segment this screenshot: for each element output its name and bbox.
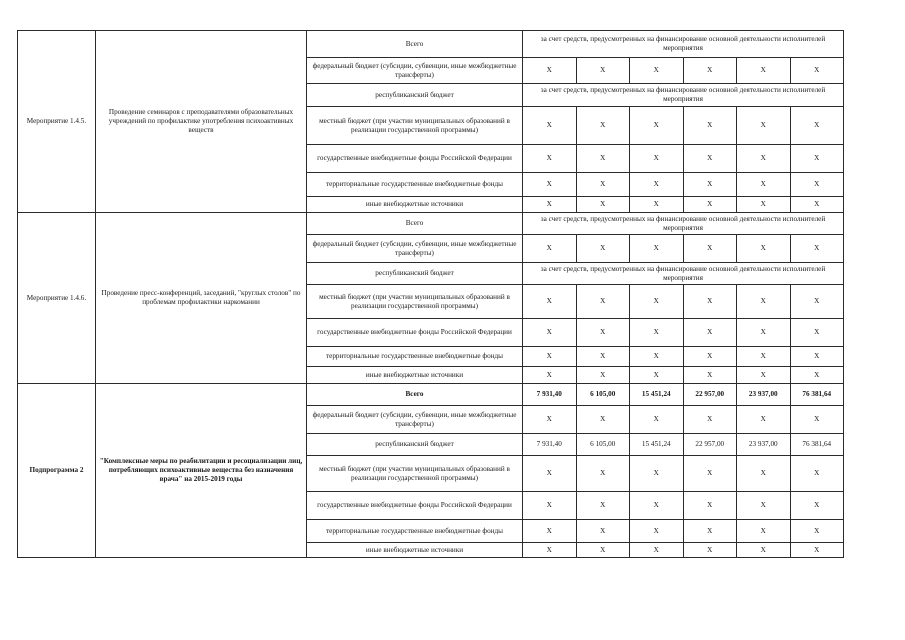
amount-cell: X	[790, 367, 844, 384]
amount-cell: X	[576, 107, 630, 145]
amount-cell: 76 381,64	[790, 434, 844, 456]
amount-cell: 23 937,00	[737, 384, 791, 406]
amount-cell: X	[576, 456, 630, 492]
amount-cell: X	[790, 235, 844, 263]
funding-source: иные внебюджетные источники	[307, 197, 523, 213]
funding-table-body	[18, 31, 844, 558]
funding-source: территориальные государственные внебюджетные фонды	[307, 520, 523, 543]
amount-cell: X	[630, 520, 684, 543]
funding-source: местный бюджет (при участии муниципальных образований в реализации государственной программы)	[307, 285, 523, 319]
amount-cell: 7 931,40	[523, 434, 577, 456]
amount-cell: X	[576, 367, 630, 384]
amount-cell: X	[523, 492, 577, 520]
amount-cell: X	[737, 107, 791, 145]
amount-cell: X	[737, 492, 791, 520]
amount-cell: X	[523, 319, 577, 347]
amount-cell: X	[576, 319, 630, 347]
funding-note: за счет средств, предусмотренных на финансирование основной деятельности исполнителей мероприятия	[523, 31, 844, 58]
table-row	[18, 31, 844, 58]
amount-cell: X	[737, 285, 791, 319]
amount-cell: X	[683, 197, 737, 213]
amount-cell: 6 105,00	[576, 434, 630, 456]
amount-cell: X	[683, 235, 737, 263]
amount-cell: X	[790, 145, 844, 173]
amount-cell: X	[790, 347, 844, 367]
amount-cell: X	[576, 173, 630, 197]
amount-cell: X	[683, 107, 737, 145]
amount-cell: X	[683, 145, 737, 173]
funding-source: Всего	[307, 384, 523, 406]
amount-cell: X	[790, 543, 844, 558]
amount-cell: X	[790, 285, 844, 319]
funding-source: республиканский бюджет	[307, 263, 523, 285]
amount-cell: X	[576, 145, 630, 173]
amount-cell: X	[576, 285, 630, 319]
funding-note: за счет средств, предусмотренных на финансирование основной деятельности исполнителей мероприятия	[523, 263, 844, 285]
amount-cell: X	[523, 367, 577, 384]
amount-cell: X	[737, 347, 791, 367]
funding-source: иные внебюджетные источники	[307, 367, 523, 384]
funding-source: государственные внебюджетные фонды Российской Федерации	[307, 492, 523, 520]
amount-cell: X	[737, 197, 791, 213]
amount-cell: 6 105,00	[576, 384, 630, 406]
activity-code: Подпрограмма 2	[18, 384, 96, 558]
funding-source: государственные внебюджетные фонды Российской Федерации	[307, 319, 523, 347]
funding-source: федеральный бюджет (субсидии, субвенции, иные межбюджетные трансферты)	[307, 58, 523, 84]
amount-cell: X	[630, 173, 684, 197]
amount-cell: X	[576, 197, 630, 213]
table-row	[18, 213, 844, 235]
amount-cell: X	[630, 58, 684, 84]
amount-cell: X	[790, 319, 844, 347]
amount-cell: X	[737, 543, 791, 558]
amount-cell: X	[683, 492, 737, 520]
amount-cell: X	[630, 456, 684, 492]
amount-cell: X	[683, 367, 737, 384]
table-row	[18, 384, 844, 406]
amount-cell: 15 451,24	[630, 384, 684, 406]
funding-source: республиканский бюджет	[307, 84, 523, 107]
amount-cell: X	[790, 173, 844, 197]
funding-source: республиканский бюджет	[307, 434, 523, 456]
amount-cell: X	[790, 107, 844, 145]
amount-cell: X	[737, 319, 791, 347]
funding-note: за счет средств, предусмотренных на финансирование основной деятельности исполнителей мероприятия	[523, 84, 844, 107]
amount-cell: X	[790, 492, 844, 520]
amount-cell: X	[523, 58, 577, 84]
amount-cell: X	[737, 456, 791, 492]
amount-cell: X	[683, 319, 737, 347]
amount-cell: X	[523, 520, 577, 543]
activity-title: Проведение пресс-конференций, заседаний, "круглых столов" по проблемам профилактики наркомании	[96, 213, 307, 384]
amount-cell: X	[630, 197, 684, 213]
amount-cell: X	[737, 520, 791, 543]
amount-cell: X	[630, 145, 684, 173]
amount-cell: 23 937,00	[737, 434, 791, 456]
amount-cell: 15 451,24	[630, 434, 684, 456]
amount-cell: X	[523, 543, 577, 558]
amount-cell: X	[630, 367, 684, 384]
amount-cell: X	[523, 197, 577, 213]
funding-source: местный бюджет (при участии муниципальных образований в реализации государственной программы)	[307, 456, 523, 492]
funding-table	[17, 30, 844, 558]
amount-cell: 76 381,64	[790, 384, 844, 406]
amount-cell: X	[523, 347, 577, 367]
amount-cell: X	[576, 235, 630, 263]
amount-cell: X	[523, 456, 577, 492]
amount-cell: X	[737, 173, 791, 197]
activity-title: Проведение семинаров с преподавателями образовательных учреждений по профилактике употребления психоактивных веществ	[96, 31, 307, 213]
amount-cell: X	[790, 58, 844, 84]
amount-cell: 22 957,00	[683, 434, 737, 456]
amount-cell: X	[523, 173, 577, 197]
funding-note: за счет средств, предусмотренных на финансирование основной деятельности исполнителей мероприятия	[523, 213, 844, 235]
amount-cell: X	[683, 456, 737, 492]
amount-cell: X	[576, 347, 630, 367]
amount-cell: 7 931,40	[523, 384, 577, 406]
activity-code: Мероприятие 1.4.6.	[18, 213, 96, 384]
amount-cell: X	[683, 173, 737, 197]
activity-title: "Комплексные меры по реабилитации и ресоциализации лиц, потребляющих психоактивные вещества без назначения врача" на 2015-2019 годы	[96, 384, 307, 558]
amount-cell: X	[683, 520, 737, 543]
amount-cell: X	[576, 492, 630, 520]
amount-cell: X	[630, 543, 684, 558]
funding-source: федеральный бюджет (субсидии, субвенции, иные межбюджетные трансферты)	[307, 406, 523, 434]
amount-cell: X	[523, 235, 577, 263]
amount-cell: X	[737, 235, 791, 263]
amount-cell: X	[683, 347, 737, 367]
funding-source: местный бюджет (при участии муниципальных образований в реализации государственной программы)	[307, 107, 523, 145]
amount-cell: X	[523, 406, 577, 434]
amount-cell: X	[576, 543, 630, 558]
amount-cell: X	[790, 406, 844, 434]
amount-cell: 22 957,00	[683, 384, 737, 406]
amount-cell: X	[630, 319, 684, 347]
funding-source: Всего	[307, 213, 523, 235]
amount-cell: X	[523, 107, 577, 145]
amount-cell: X	[737, 406, 791, 434]
amount-cell: X	[790, 197, 844, 213]
funding-source: Всего	[307, 31, 523, 58]
amount-cell: X	[790, 456, 844, 492]
amount-cell: X	[576, 520, 630, 543]
activity-code: Мероприятие 1.4.5.	[18, 31, 96, 213]
amount-cell: X	[576, 58, 630, 84]
funding-source: иные внебюджетные источники	[307, 543, 523, 558]
amount-cell: X	[630, 406, 684, 434]
funding-source: территориальные государственные внебюджетные фонды	[307, 173, 523, 197]
amount-cell: X	[737, 367, 791, 384]
amount-cell: X	[790, 520, 844, 543]
amount-cell: X	[630, 347, 684, 367]
amount-cell: X	[683, 285, 737, 319]
amount-cell: X	[683, 58, 737, 84]
funding-source: государственные внебюджетные фонды Российской Федерации	[307, 145, 523, 173]
amount-cell: X	[683, 543, 737, 558]
amount-cell: X	[737, 145, 791, 173]
amount-cell: X	[523, 145, 577, 173]
amount-cell: X	[576, 406, 630, 434]
amount-cell: X	[630, 235, 684, 263]
funding-source: федеральный бюджет (субсидии, субвенции, иные межбюджетные трансферты)	[307, 235, 523, 263]
funding-source: территориальные государственные внебюджетные фонды	[307, 347, 523, 367]
amount-cell: X	[630, 492, 684, 520]
amount-cell: X	[737, 58, 791, 84]
amount-cell: X	[523, 285, 577, 319]
amount-cell: X	[630, 107, 684, 145]
amount-cell: X	[630, 285, 684, 319]
amount-cell: X	[683, 406, 737, 434]
